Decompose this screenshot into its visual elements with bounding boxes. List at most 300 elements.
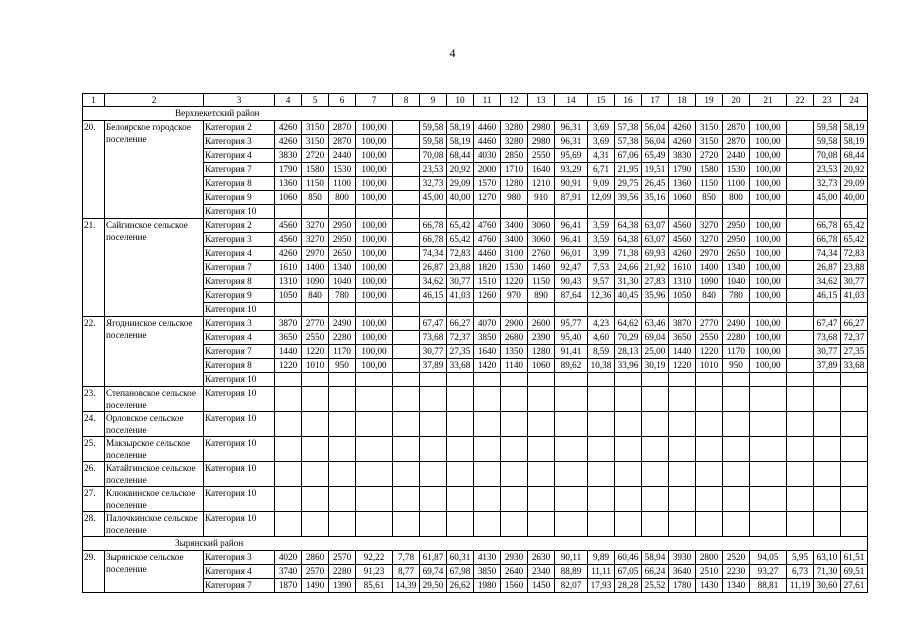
value-cell: 65,42 <box>447 233 474 247</box>
value-cell: 3400 <box>501 233 528 247</box>
value-cell <box>814 512 841 537</box>
value-cell: 2800 <box>696 551 723 565</box>
value-cell <box>356 462 393 487</box>
value-cell <box>615 437 642 462</box>
value-cell: 88,89 <box>555 565 588 579</box>
value-cell: 58,19 <box>447 121 474 135</box>
value-cell: 1050 <box>275 289 302 303</box>
value-cell: 65,42 <box>841 233 868 247</box>
value-cell <box>501 487 528 512</box>
value-cell: 2510 <box>696 565 723 579</box>
value-cell: 2770 <box>696 317 723 331</box>
value-cell <box>669 303 696 317</box>
value-cell: 100,00 <box>750 345 787 359</box>
value-cell: 3830 <box>275 149 302 163</box>
value-cell <box>555 487 588 512</box>
value-cell: 29,09 <box>841 177 868 191</box>
value-cell: 3060 <box>528 219 555 233</box>
value-cell <box>696 303 723 317</box>
value-cell <box>275 487 302 512</box>
value-cell <box>501 512 528 537</box>
value-cell <box>588 462 615 487</box>
value-cell: 1510 <box>474 275 501 289</box>
value-cell <box>814 387 841 412</box>
value-cell: 20,92 <box>841 163 868 177</box>
settlement-number: 27. <box>83 487 105 512</box>
value-cell: 840 <box>696 289 723 303</box>
value-cell <box>669 512 696 537</box>
value-cell: 29,50 <box>420 579 447 593</box>
value-cell <box>841 512 868 537</box>
value-cell <box>302 303 329 317</box>
value-cell: 37,89 <box>814 359 841 373</box>
value-cell <box>750 437 787 462</box>
value-cell: 93,27 <box>750 565 787 579</box>
value-cell: 88,81 <box>750 579 787 593</box>
value-cell <box>447 437 474 462</box>
value-cell <box>447 303 474 317</box>
value-cell: 1310 <box>669 275 696 289</box>
value-cell <box>474 303 501 317</box>
value-cell: 1580 <box>696 163 723 177</box>
value-cell: 35,16 <box>642 191 669 205</box>
value-cell <box>787 191 814 205</box>
column-header: 22 <box>787 94 814 107</box>
value-cell <box>393 387 420 412</box>
value-cell: 100,00 <box>750 191 787 205</box>
value-cell <box>447 205 474 219</box>
value-cell: 2490 <box>329 317 356 331</box>
value-cell: 3150 <box>302 135 329 149</box>
value-cell: 2280 <box>329 331 356 345</box>
value-cell <box>787 412 814 437</box>
value-cell: 61,87 <box>420 551 447 565</box>
value-cell: 1220 <box>501 275 528 289</box>
value-cell: 3650 <box>669 331 696 345</box>
value-cell <box>696 205 723 219</box>
value-cell: 4260 <box>275 121 302 135</box>
value-cell: 800 <box>723 191 750 205</box>
value-cell <box>275 205 302 219</box>
value-cell: 8,77 <box>393 565 420 579</box>
value-cell: 100,00 <box>356 331 393 345</box>
value-cell <box>356 487 393 512</box>
value-cell <box>356 437 393 462</box>
value-cell <box>787 331 814 345</box>
value-cell <box>393 512 420 537</box>
category-cell: Категория 4 <box>204 149 275 163</box>
value-cell: 95,69 <box>555 149 588 163</box>
value-cell: 85,61 <box>356 579 393 593</box>
value-cell: 1220 <box>275 359 302 373</box>
value-cell <box>841 303 868 317</box>
category-cell: Категория 4 <box>204 331 275 345</box>
value-cell <box>787 373 814 387</box>
value-cell <box>642 303 669 317</box>
category-cell: Категория 10 <box>204 512 275 537</box>
settlement-number: 21. <box>83 219 105 317</box>
value-cell: 3100 <box>501 247 528 261</box>
value-cell <box>750 387 787 412</box>
category-cell: Категория 10 <box>204 462 275 487</box>
value-cell <box>555 512 588 537</box>
value-cell: 2870 <box>329 135 356 149</box>
value-cell: 1010 <box>696 359 723 373</box>
value-cell <box>447 412 474 437</box>
value-cell <box>696 487 723 512</box>
value-cell: 40,45 <box>615 289 642 303</box>
value-cell: 4560 <box>275 233 302 247</box>
value-cell <box>393 247 420 261</box>
value-cell: 3,59 <box>588 219 615 233</box>
value-cell <box>814 487 841 512</box>
value-cell <box>393 177 420 191</box>
value-cell: 2720 <box>696 149 723 163</box>
value-cell: 27,35 <box>447 345 474 359</box>
value-cell: 4760 <box>474 219 501 233</box>
value-cell: 3,99 <box>588 247 615 261</box>
value-cell: 100,00 <box>356 121 393 135</box>
value-cell <box>696 387 723 412</box>
value-cell: 59,58 <box>814 135 841 149</box>
value-cell: 45,00 <box>420 191 447 205</box>
value-cell <box>302 437 329 462</box>
value-cell <box>750 512 787 537</box>
value-cell: 90,43 <box>555 275 588 289</box>
value-cell: 2280 <box>329 565 356 579</box>
value-cell <box>501 303 528 317</box>
settlement-number: 24. <box>83 412 105 437</box>
value-cell <box>750 373 787 387</box>
category-cell: Категория 8 <box>204 359 275 373</box>
value-cell <box>329 303 356 317</box>
value-cell: 1640 <box>474 345 501 359</box>
value-cell: 100,00 <box>356 345 393 359</box>
value-cell <box>275 373 302 387</box>
table-row <box>83 437 868 462</box>
settlement-number: 28. <box>83 512 105 537</box>
value-cell: 46,15 <box>814 289 841 303</box>
value-cell: 4030 <box>474 149 501 163</box>
settlement-number: 29. <box>83 551 105 593</box>
column-header: 16 <box>615 94 642 107</box>
value-cell <box>841 373 868 387</box>
value-cell: 850 <box>696 191 723 205</box>
region-row <box>83 537 868 551</box>
value-cell: 28,28 <box>615 579 642 593</box>
value-cell: 1790 <box>275 163 302 177</box>
value-cell: 27,83 <box>642 275 669 289</box>
value-cell: 69,93 <box>642 247 669 261</box>
value-cell: 30,77 <box>420 345 447 359</box>
value-cell: 23,88 <box>447 261 474 275</box>
category-cell: Категория 7 <box>204 579 275 593</box>
value-cell <box>528 387 555 412</box>
category-cell: Категория 9 <box>204 289 275 303</box>
column-header: 14 <box>555 94 588 107</box>
settlement-name: Степановское сельское поселение <box>105 387 204 412</box>
value-cell: 4,23 <box>588 317 615 331</box>
value-cell: 56,04 <box>642 135 669 149</box>
value-cell <box>393 219 420 233</box>
value-cell: 100,00 <box>356 177 393 191</box>
value-cell: 3740 <box>275 565 302 579</box>
value-cell: 69,51 <box>841 565 868 579</box>
value-cell <box>588 205 615 219</box>
value-cell <box>723 512 750 537</box>
category-cell: Категория 3 <box>204 317 275 331</box>
value-cell: 1170 <box>723 345 750 359</box>
value-cell <box>528 487 555 512</box>
value-cell <box>787 149 814 163</box>
value-cell: 1220 <box>669 359 696 373</box>
value-cell <box>501 437 528 462</box>
value-cell: 100,00 <box>750 233 787 247</box>
value-cell <box>420 412 447 437</box>
value-cell: 59,58 <box>420 135 447 149</box>
region-row <box>83 107 868 121</box>
value-cell <box>302 512 329 537</box>
value-cell: 2550 <box>302 331 329 345</box>
value-cell: 100,00 <box>356 261 393 275</box>
column-header: 6 <box>329 94 356 107</box>
value-cell <box>696 373 723 387</box>
value-cell: 2650 <box>329 247 356 261</box>
value-cell <box>329 387 356 412</box>
value-cell: 2950 <box>723 219 750 233</box>
value-cell: 64,62 <box>615 317 642 331</box>
value-cell <box>501 387 528 412</box>
value-cell: 3870 <box>669 317 696 331</box>
settlement-number: 23. <box>83 387 105 412</box>
value-cell <box>642 412 669 437</box>
value-cell <box>723 487 750 512</box>
column-header: 9 <box>420 94 447 107</box>
column-header: 15 <box>588 94 615 107</box>
value-cell: 66,27 <box>841 317 868 331</box>
value-cell <box>588 512 615 537</box>
value-cell <box>275 412 302 437</box>
value-cell <box>393 275 420 289</box>
column-header: 7 <box>356 94 393 107</box>
value-cell: 1170 <box>329 345 356 359</box>
value-cell <box>555 462 588 487</box>
value-cell <box>723 387 750 412</box>
value-cell: 57,38 <box>615 135 642 149</box>
value-cell: 73,68 <box>420 331 447 345</box>
value-cell: 1040 <box>329 275 356 289</box>
value-cell: 100,00 <box>356 135 393 149</box>
value-cell: 100,00 <box>356 191 393 205</box>
settlement-number: 25. <box>83 437 105 462</box>
value-cell <box>696 512 723 537</box>
category-cell: Категория 10 <box>204 303 275 317</box>
value-cell <box>393 135 420 149</box>
value-cell <box>393 191 420 205</box>
value-cell: 2950 <box>329 233 356 247</box>
value-cell: 840 <box>302 289 329 303</box>
value-cell <box>588 373 615 387</box>
value-cell <box>696 462 723 487</box>
value-cell <box>393 412 420 437</box>
value-cell: 41,03 <box>841 289 868 303</box>
value-cell <box>615 373 642 387</box>
value-cell: 4560 <box>669 219 696 233</box>
value-cell: 10,38 <box>588 359 615 373</box>
value-cell: 2900 <box>501 317 528 331</box>
value-cell <box>474 387 501 412</box>
value-cell: 2550 <box>696 331 723 345</box>
value-cell <box>393 149 420 163</box>
value-cell: 1390 <box>329 579 356 593</box>
value-cell: 2490 <box>723 317 750 331</box>
value-cell <box>750 303 787 317</box>
value-cell: 92,47 <box>555 261 588 275</box>
value-cell: 71,30 <box>814 565 841 579</box>
value-cell: 100,00 <box>750 135 787 149</box>
value-cell <box>723 412 750 437</box>
value-cell: 72,37 <box>841 331 868 345</box>
column-header: 3 <box>204 94 275 107</box>
value-cell: 7,78 <box>393 551 420 565</box>
value-cell <box>329 205 356 219</box>
value-cell: 4,60 <box>588 331 615 345</box>
value-cell <box>841 387 868 412</box>
value-cell: 1060 <box>528 359 555 373</box>
value-cell <box>501 412 528 437</box>
value-cell: 1440 <box>275 345 302 359</box>
value-cell: 1640 <box>528 163 555 177</box>
value-cell: 1060 <box>275 191 302 205</box>
value-cell <box>787 163 814 177</box>
value-cell: 94,05 <box>750 551 787 565</box>
value-cell: 100,00 <box>356 317 393 331</box>
value-cell: 1420 <box>474 359 501 373</box>
value-cell <box>555 387 588 412</box>
value-cell <box>787 121 814 135</box>
settlement-number: 20. <box>83 121 105 219</box>
value-cell: 100,00 <box>750 121 787 135</box>
value-cell: 21,95 <box>615 163 642 177</box>
value-cell: 68,44 <box>447 149 474 163</box>
value-cell: 61,51 <box>841 551 868 565</box>
category-cell: Категория 7 <box>204 261 275 275</box>
value-cell <box>642 205 669 219</box>
settlement-number: 22. <box>83 317 105 387</box>
value-cell <box>696 412 723 437</box>
value-cell: 3650 <box>275 331 302 345</box>
value-cell <box>356 387 393 412</box>
value-cell <box>723 373 750 387</box>
value-cell <box>787 512 814 537</box>
value-cell: 4760 <box>474 233 501 247</box>
value-cell: 32,73 <box>814 177 841 191</box>
category-cell: Категория 10 <box>204 487 275 512</box>
value-cell: 2680 <box>501 331 528 345</box>
value-cell <box>393 233 420 247</box>
value-cell: 100,00 <box>750 359 787 373</box>
value-cell: 1980 <box>474 579 501 593</box>
value-cell: 34,62 <box>814 275 841 289</box>
column-header: 20 <box>723 94 750 107</box>
value-cell: 66,27 <box>447 317 474 331</box>
value-cell: 63,07 <box>642 219 669 233</box>
value-cell: 71,38 <box>615 247 642 261</box>
value-cell <box>393 487 420 512</box>
value-cell <box>474 512 501 537</box>
value-cell <box>302 387 329 412</box>
value-cell: 95,40 <box>555 331 588 345</box>
value-cell: 1340 <box>723 579 750 593</box>
value-cell: 1150 <box>696 177 723 191</box>
column-header: 19 <box>696 94 723 107</box>
value-cell <box>642 462 669 487</box>
value-cell: 9,09 <box>588 177 615 191</box>
value-cell: 100,00 <box>750 163 787 177</box>
value-cell: 2970 <box>302 247 329 261</box>
value-cell: 40,00 <box>447 191 474 205</box>
value-cell: 1870 <box>275 579 302 593</box>
value-cell: 2870 <box>329 121 356 135</box>
value-cell: 100,00 <box>750 331 787 345</box>
value-cell: 66,78 <box>814 233 841 247</box>
value-cell <box>787 359 814 373</box>
column-header: 11 <box>474 94 501 107</box>
value-cell: 70,29 <box>615 331 642 345</box>
value-cell: 34,62 <box>420 275 447 289</box>
column-header: 24 <box>841 94 868 107</box>
value-cell: 30,19 <box>642 359 669 373</box>
value-cell: 2950 <box>723 233 750 247</box>
value-cell <box>393 205 420 219</box>
value-cell: 66,78 <box>814 219 841 233</box>
value-cell: 91,41 <box>555 345 588 359</box>
value-cell <box>329 487 356 512</box>
value-cell: 96,31 <box>555 121 588 135</box>
value-cell <box>275 387 302 412</box>
value-cell <box>302 462 329 487</box>
value-cell: 1430 <box>696 579 723 593</box>
value-cell: 1400 <box>696 261 723 275</box>
value-cell: 67,05 <box>615 565 642 579</box>
value-cell: 96,01 <box>555 247 588 261</box>
value-cell: 93,29 <box>555 163 588 177</box>
value-cell: 2280 <box>723 331 750 345</box>
value-cell <box>787 233 814 247</box>
value-cell: 4020 <box>275 551 302 565</box>
value-cell: 100,00 <box>750 247 787 261</box>
column-header: 18 <box>669 94 696 107</box>
value-cell: 74,34 <box>420 247 447 261</box>
value-cell: 60,46 <box>615 551 642 565</box>
value-cell <box>275 512 302 537</box>
value-cell <box>528 437 555 462</box>
value-cell: 27,35 <box>841 345 868 359</box>
value-cell: 63,07 <box>642 233 669 247</box>
value-cell: 2570 <box>302 565 329 579</box>
value-cell <box>615 387 642 412</box>
value-cell: 3850 <box>474 565 501 579</box>
value-cell <box>787 317 814 331</box>
value-cell: 11,11 <box>588 565 615 579</box>
value-cell <box>841 437 868 462</box>
value-cell: 1220 <box>302 345 329 359</box>
value-cell: 26,62 <box>447 579 474 593</box>
value-cell: 35,96 <box>642 289 669 303</box>
value-cell: 58,19 <box>841 135 868 149</box>
category-cell: Категория 7 <box>204 163 275 177</box>
value-cell: 87,91 <box>555 191 588 205</box>
